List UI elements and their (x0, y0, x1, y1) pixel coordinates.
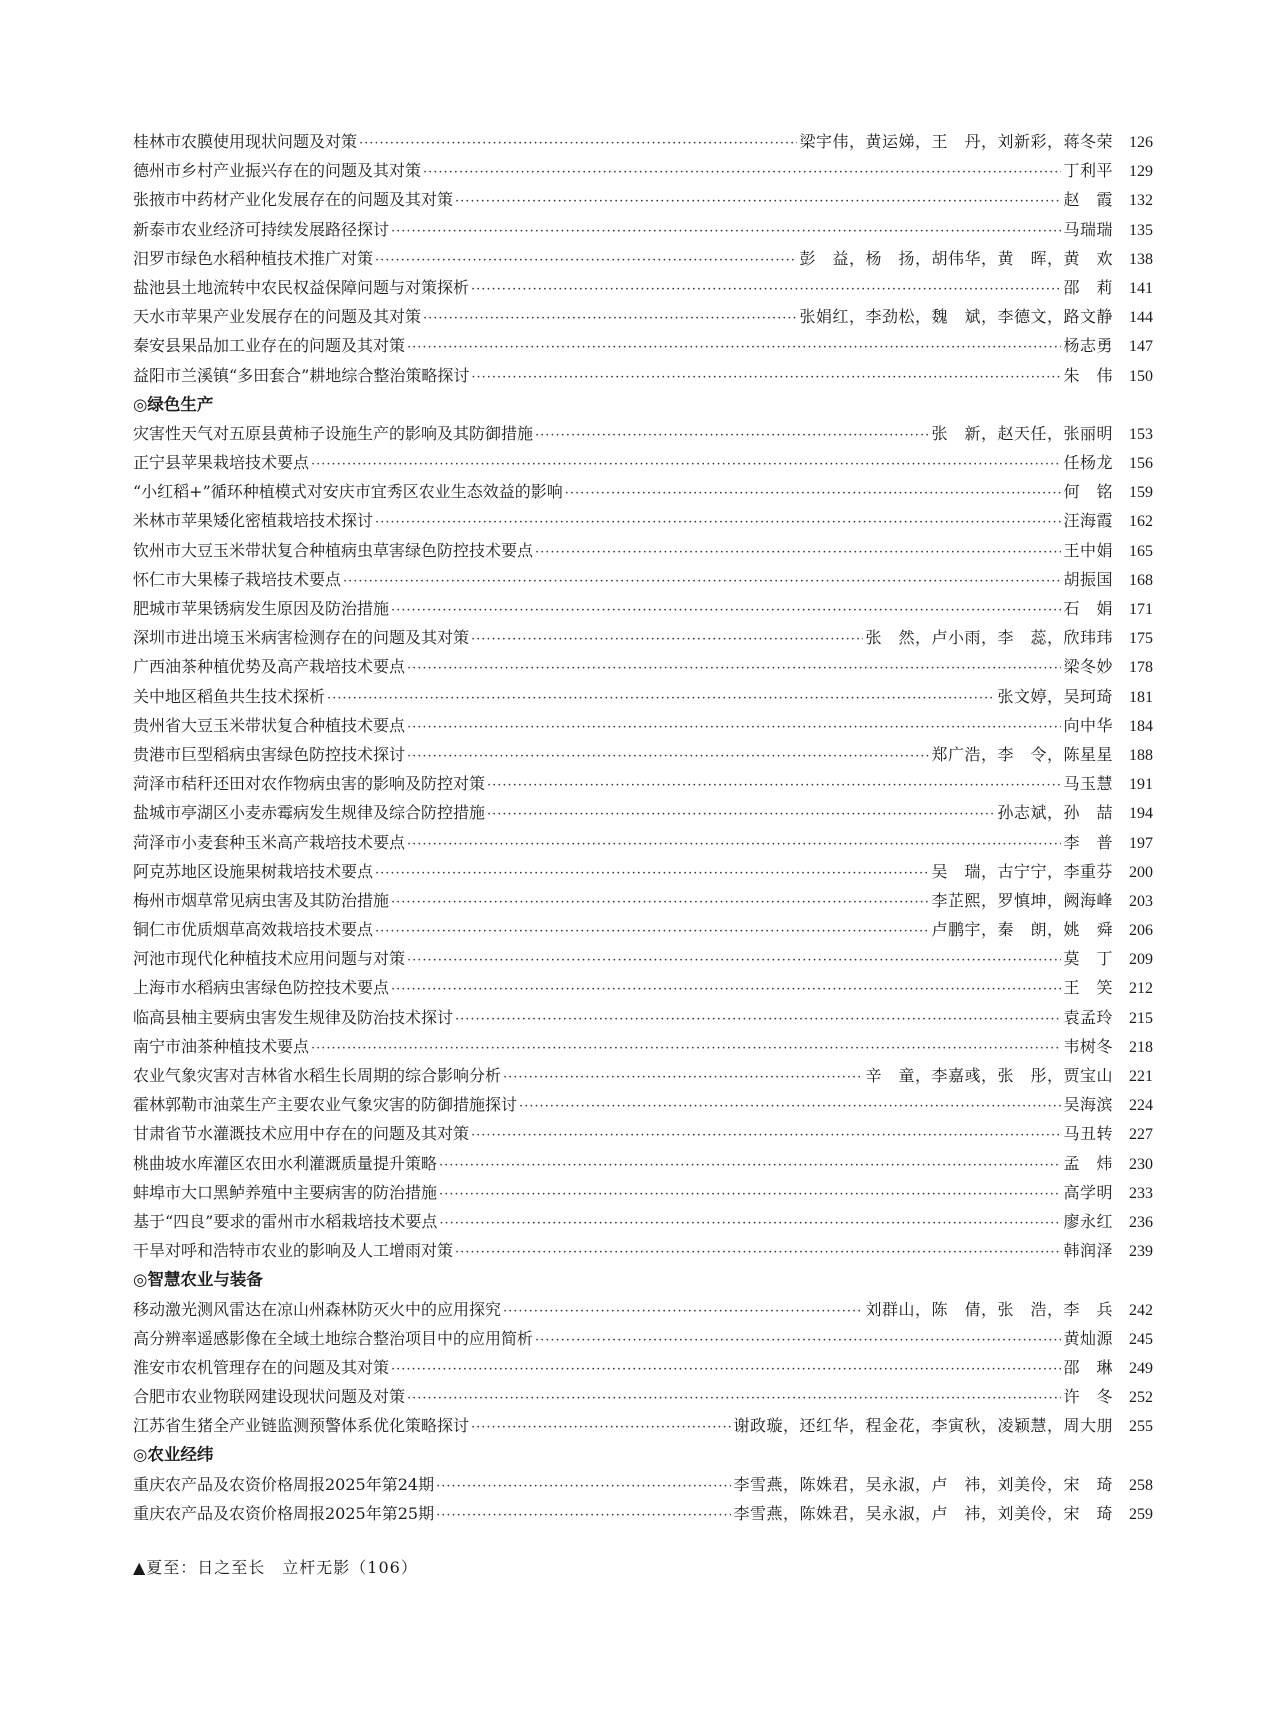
article-authors: 谢政璇，还红华，程金花，李寅秋，凌颖慧，周大朋 (733, 1416, 1113, 1436)
dot-leader (439, 1209, 1061, 1238)
dot-leader (311, 1034, 1061, 1063)
article-title: 甘肃省节水灌溉技术应用中存在的问题及其对策 (133, 1124, 470, 1144)
toc-entry[interactable] (133, 1236, 1153, 1265)
dot-leader (375, 508, 1061, 537)
toc-entry[interactable] (133, 185, 1153, 214)
article-authors: 王 笑 (1063, 978, 1113, 998)
toc-entry[interactable] (133, 331, 1153, 360)
dot-leader (343, 567, 1061, 596)
dot-leader (535, 538, 1061, 567)
toc-entry[interactable] (133, 769, 1153, 798)
page-number: 242 (1129, 1301, 1153, 1319)
toc-entry[interactable] (133, 215, 1153, 244)
article-authors: 石 娟 (1063, 599, 1113, 618)
table-of-contents (133, 127, 1153, 1528)
page-number: 138 (1129, 250, 1153, 268)
page-number: 135 (1129, 221, 1153, 239)
page-number: 181 (1129, 688, 1153, 706)
page-number: 147 (1129, 338, 1153, 356)
dot-leader (503, 1297, 863, 1326)
dot-leader (375, 917, 929, 946)
page-number: 230 (1129, 1155, 1153, 1173)
dot-leader (407, 713, 1061, 742)
dot-leader (407, 333, 1061, 362)
page-number: 141 (1129, 279, 1153, 297)
article-title: 蚌埠市大口黑鲈养殖中主要病害的防治措施 (133, 1182, 438, 1202)
toc-entry[interactable] (133, 156, 1153, 185)
page-number: 144 (1129, 309, 1153, 327)
toc-entry[interactable] (133, 915, 1153, 944)
article-authors: 吴 瑞，古宁宁，李重芬 (931, 861, 1113, 881)
article-title: 重庆农产品及农资价格周报2025年第24期 (133, 1474, 435, 1494)
article-authors: 邵 莉 (1063, 277, 1113, 297)
toc-entry[interactable] (133, 1178, 1153, 1207)
page-number: 191 (1129, 776, 1153, 794)
article-authors: 莫 丁 (1063, 949, 1113, 969)
page-number: 258 (1129, 1476, 1153, 1494)
article-authors: 任杨龙 (1063, 453, 1113, 473)
toc-entry[interactable] (133, 361, 1153, 390)
article-title: 汨罗市绿色水稻种植技术推广对策 (133, 248, 374, 268)
page-number: 132 (1129, 192, 1153, 210)
article-authors: 胡振国 (1063, 569, 1113, 589)
section-heading: ◎智慧农业与装备 (133, 1270, 263, 1290)
dot-leader (327, 684, 995, 713)
dot-leader (391, 217, 1061, 246)
article-title: 深圳市进出境玉米病害检测存在的问题及其对策 (133, 628, 470, 648)
dot-leader (391, 975, 1061, 1004)
article-title: 盐城市亭湖区小麦赤霉病发生规律及综合防控措施 (133, 803, 486, 823)
toc-entry[interactable] (133, 682, 1153, 711)
article-title: 广西油茶种植优势及高产栽培技术要点 (133, 657, 406, 677)
article-authors: 马丑转 (1063, 1124, 1113, 1144)
page-number: 209 (1129, 951, 1153, 969)
dot-leader (503, 1063, 863, 1092)
article-title: 基于“四良”要求的雷州市水稻栽培技术要点 (133, 1211, 438, 1231)
page-number: 224 (1129, 1097, 1153, 1115)
article-authors: 梁宇伟，黄运娣，王 丹，刘新彩，蒋冬荣 (799, 132, 1113, 151)
dot-leader (439, 1151, 1061, 1180)
article-title: 重庆农产品及农资价格周报2025年第25期 (133, 1503, 435, 1523)
toc-entry[interactable] (133, 740, 1153, 769)
article-authors: 丁利平 (1063, 161, 1113, 181)
toc-entry[interactable] (133, 536, 1153, 565)
article-authors: 辛 童，李嘉彧，张 彤，贾宝山 (865, 1066, 1113, 1085)
article-title: 正宁县苹果栽培技术要点 (133, 453, 310, 473)
article-authors: 卢鹏宇，秦 朗，姚 舜 (931, 920, 1113, 940)
toc-entry[interactable] (133, 1470, 1153, 1499)
article-title: 肥城市苹果锈病发生原因及防治措施 (133, 599, 390, 618)
toc-entry[interactable] (133, 1003, 1153, 1032)
page-number: 159 (1129, 484, 1153, 502)
article-authors: 张 新，赵天任，张丽明 (931, 423, 1113, 443)
article-title: 桃曲坡水库灌区农田水利灌溉质量提升策略 (133, 1153, 438, 1173)
dot-leader (391, 888, 929, 917)
article-authors: 刘群山，陈 倩，张 浩，李 兵 (865, 1299, 1113, 1319)
dot-leader (436, 1501, 731, 1530)
article-title: 农业气象灾害对吉林省水稻生长周期的综合影响分析 (133, 1066, 502, 1085)
toc-entry[interactable] (133, 1090, 1153, 1119)
article-authors: 吴海滨 (1063, 1095, 1113, 1115)
dot-leader (471, 625, 863, 654)
dot-leader (407, 742, 929, 771)
page-number: 162 (1129, 513, 1153, 531)
toc-entry[interactable] (133, 1119, 1153, 1148)
page-number: 236 (1129, 1213, 1153, 1231)
toc-entry[interactable] (133, 944, 1153, 973)
article-authors: 向中华 (1063, 715, 1113, 735)
page-number: 184 (1129, 717, 1153, 735)
dot-leader (407, 946, 1061, 975)
toc-entry[interactable] (133, 506, 1153, 535)
toc-entry[interactable] (133, 1499, 1153, 1528)
page-number: 249 (1129, 1359, 1153, 1377)
article-title: 盐池县土地流转中农民权益保障问题与对策探析 (133, 277, 470, 297)
page-number: 165 (1129, 542, 1153, 560)
dot-leader (407, 1384, 1061, 1413)
toc-entry[interactable] (133, 973, 1153, 1002)
toc-entry[interactable] (133, 565, 1153, 594)
toc-entry[interactable] (133, 1353, 1153, 1382)
article-authors: 邵 琳 (1063, 1357, 1113, 1377)
dot-leader (471, 275, 1061, 304)
article-authors: 廖永红 (1063, 1211, 1113, 1231)
article-title: 霍林郭勒市油菜生产主要农业气象灾害的防御措施探讨 (133, 1095, 518, 1115)
page-number: 206 (1129, 922, 1153, 940)
dot-leader (311, 450, 1061, 479)
article-title: 天水市苹果产业发展存在的问题及其对策 (133, 307, 422, 327)
article-authors: 许 冬 (1063, 1387, 1113, 1407)
page-number: 200 (1129, 863, 1153, 881)
article-authors: 孟 炜 (1063, 1153, 1113, 1173)
article-authors: 张文婷，吴珂琦 (997, 686, 1113, 706)
article-title: 秦安县果品加工业存在的问题及其对策 (133, 336, 406, 356)
article-authors: 汪海霞 (1063, 511, 1113, 531)
article-authors: 何 铭 (1063, 482, 1113, 502)
toc-entry[interactable] (133, 711, 1153, 740)
article-title: 淮安市农机管理存在的问题及其对策 (133, 1357, 390, 1377)
article-authors: 李雪燕，陈姝君，吴永淑，卢 祎，刘美伶，宋 琦 (733, 1474, 1113, 1494)
section-heading: ◎绿色生产 (133, 394, 214, 414)
article-title: 菏泽市小麦套种玉米高产栽培技术要点 (133, 832, 406, 852)
article-title: 南宁市油茶种植技术要点 (133, 1036, 310, 1056)
article-authors: 张娟红，李劲松，魏 斌，李德文，路文静 (799, 307, 1113, 327)
toc-entry[interactable] (133, 448, 1153, 477)
dot-leader (535, 1326, 1061, 1355)
article-title: 新泰市农业经济可持续发展路径探讨 (133, 219, 390, 239)
article-title: 移动激光测风雷达在凉山州森林防灭火中的应用探究 (133, 1299, 502, 1319)
toc-entry[interactable] (133, 886, 1153, 915)
toc-entry[interactable] (133, 1061, 1153, 1090)
dot-leader (471, 1121, 1061, 1150)
dot-leader (487, 800, 995, 829)
dot-leader (487, 771, 1061, 800)
page-number: 153 (1129, 425, 1153, 443)
page-number: 168 (1129, 571, 1153, 589)
article-authors: 郑广浩，李 令，陈星星 (931, 744, 1113, 764)
article-title: 河池市现代化种植技术应用问题与对策 (133, 949, 406, 969)
page-number: 215 (1129, 1009, 1153, 1027)
article-title: 高分辨率遥感影像在全域土地综合整治项目中的应用简析 (133, 1328, 534, 1348)
article-title: 干旱对呼和浩特市农业的影响及人工增雨对策 (133, 1241, 454, 1261)
page-number: 203 (1129, 892, 1153, 910)
article-authors: 李雪燕，陈姝君，吴永淑，卢 祎，刘美伶，宋 琦 (733, 1503, 1113, 1523)
article-title: 江苏省生猪全产业链监测预警体系优化策略探讨 (133, 1416, 470, 1436)
page-number: 252 (1129, 1389, 1153, 1407)
article-authors: 朱 伟 (1063, 365, 1113, 385)
toc-entry[interactable] (133, 1382, 1153, 1411)
toc-entry[interactable] (133, 419, 1153, 448)
article-authors: 孙志斌，孙 喆 (997, 803, 1113, 823)
article-authors: 李 普 (1063, 832, 1113, 852)
page-number: 212 (1129, 980, 1153, 998)
dot-leader (375, 859, 929, 888)
article-authors: 张 然，卢小雨，李 蕊，欣玮玮 (865, 628, 1113, 648)
dot-leader (471, 1413, 731, 1442)
toc-entry[interactable] (133, 594, 1153, 623)
toc-entry[interactable] (133, 1149, 1153, 1178)
article-title: 菏泽市秸秆还田对农作物病虫害的影响及防控对策 (133, 774, 486, 794)
page-number: 221 (1129, 1068, 1153, 1085)
dot-leader (455, 1238, 1061, 1267)
article-authors: 马瑞瑞 (1063, 219, 1113, 239)
article-title: 灾害性天气对五原县黄柿子设施生产的影响及其防御措施 (133, 423, 534, 443)
page-number: 233 (1129, 1184, 1153, 1202)
dot-leader (423, 158, 1061, 187)
toc-entry[interactable] (133, 1032, 1153, 1061)
toc-entry[interactable] (133, 477, 1153, 506)
toc-entry[interactable] (133, 1324, 1153, 1353)
page-number: 245 (1129, 1330, 1153, 1348)
dot-leader (407, 830, 1061, 859)
page-number: 126 (1129, 134, 1153, 151)
article-title: 桂林市农膜使用现状问题及对策 (133, 132, 358, 151)
article-title: 铜仁市优质烟草高效栽培技术要点 (133, 920, 374, 940)
page-number: 171 (1129, 601, 1153, 618)
page-number: 194 (1129, 805, 1153, 823)
article-authors: 袁孟玲 (1063, 1007, 1113, 1027)
page-number: 197 (1129, 834, 1153, 852)
toc-entry[interactable] (133, 1411, 1153, 1440)
dot-leader (519, 1092, 1061, 1121)
article-title: 米林市苹果矮化密植栽培技术探讨 (133, 511, 374, 531)
article-title: 怀仁市大果榛子栽培技术要点 (133, 569, 342, 589)
dot-leader (439, 1180, 1061, 1209)
dot-leader (375, 246, 797, 275)
dot-leader (565, 479, 1062, 508)
dot-leader (407, 654, 1061, 683)
toc-entry[interactable] (133, 127, 1153, 156)
page-number: 175 (1129, 630, 1153, 648)
cover-caption: ▲夏至：日之至长 立杆无影（106） (133, 1558, 418, 1577)
page-number: 227 (1129, 1126, 1153, 1144)
page-number: 259 (1129, 1505, 1153, 1523)
page-number: 188 (1129, 746, 1153, 764)
article-title: 关中地区稻鱼共生技术探析 (133, 686, 326, 706)
dot-leader (535, 421, 929, 450)
dot-leader (423, 304, 797, 333)
toc-entry[interactable] (133, 302, 1153, 331)
article-title: 贵港市巨型稻病虫害绿色防控技术探讨 (133, 744, 406, 764)
dot-leader (471, 363, 1061, 392)
toc-entry[interactable] (133, 857, 1153, 886)
dot-leader (391, 1355, 1061, 1384)
page-number: 150 (1129, 367, 1153, 385)
article-authors: 赵 霞 (1063, 190, 1113, 210)
article-title: 临高县柚主要病虫害发生规律及防治技术探讨 (133, 1007, 454, 1027)
article-title: 阿克苏地区设施果树栽培技术要点 (133, 861, 374, 881)
article-authors: 韩润泽 (1063, 1241, 1113, 1261)
article-title: 钦州市大豆玉米带状复合种植病虫草害绿色防控技术要点 (133, 540, 534, 560)
page-number: 255 (1129, 1418, 1153, 1436)
article-title: 张掖市中药材产业化发展存在的问题及其对策 (133, 190, 454, 210)
article-title: 上海市水稻病虫害绿色防控技术要点 (133, 978, 390, 998)
article-authors: 李芷熙，罗慎坤，阙海峰 (931, 890, 1113, 910)
article-authors: 黄灿源 (1063, 1328, 1113, 1348)
article-title: 贵州省大豆玉米带状复合种植技术要点 (133, 715, 406, 735)
article-title: 德州市乡村产业振兴存在的问题及其对策 (133, 161, 422, 181)
toc-entry[interactable] (133, 623, 1153, 652)
article-title: 益阳市兰溪镇“多田套合”耕地综合整治策略探讨 (133, 365, 470, 385)
toc-entry[interactable] (133, 798, 1153, 827)
dot-leader (359, 129, 797, 158)
dot-leader (391, 596, 1061, 625)
article-title: 合肥市农业物联网建设现状问题及对策 (133, 1387, 406, 1407)
dot-leader (436, 1472, 731, 1501)
article-authors: 彭 益，杨 扬，胡伟华，黄 晖，黄 欢 (799, 248, 1113, 268)
page-number: 178 (1129, 659, 1153, 677)
article-authors: 韦树冬 (1063, 1036, 1113, 1056)
article-authors: 高学明 (1063, 1182, 1113, 1202)
page-number: 156 (1129, 455, 1153, 473)
article-title: “小红稻+”循环种植模式对安庆市宜秀区农业生态效益的影响 (133, 482, 563, 502)
page-number: 129 (1129, 163, 1153, 181)
article-authors: 王中娟 (1063, 540, 1113, 560)
toc-entry[interactable] (133, 1295, 1153, 1324)
article-authors: 马玉慧 (1063, 774, 1113, 794)
page-number: 239 (1129, 1243, 1153, 1261)
article-authors: 杨志勇 (1063, 336, 1113, 356)
article-title: 梅州市烟草常见病虫害及其防治措施 (133, 890, 390, 910)
dot-leader (455, 187, 1061, 216)
article-authors: 梁冬妙 (1063, 657, 1113, 677)
toc-entry[interactable] (133, 1207, 1153, 1236)
toc-entry[interactable] (133, 244, 1153, 273)
page-number: 218 (1129, 1038, 1153, 1056)
toc-entry[interactable] (133, 828, 1153, 857)
section-heading: ◎农业经纬 (133, 1445, 214, 1465)
toc-entry[interactable] (133, 652, 1153, 681)
toc-entry[interactable] (133, 273, 1153, 302)
dot-leader (455, 1005, 1061, 1034)
